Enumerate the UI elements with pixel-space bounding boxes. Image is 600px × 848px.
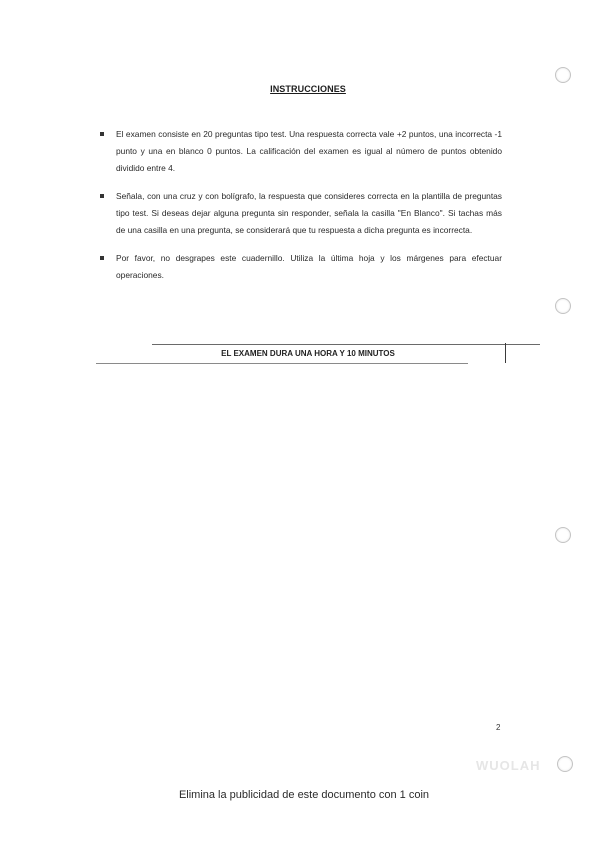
divider xyxy=(96,363,468,364)
exam-duration: EL EXAMEN DURA UNA HORA Y 10 MINUTOS xyxy=(221,349,395,358)
bullet-icon xyxy=(100,132,104,136)
binder-hole-icon xyxy=(555,298,571,314)
divider xyxy=(152,344,540,345)
watermark: WUOLAH xyxy=(476,758,541,773)
list-item xyxy=(98,250,502,284)
instructions-list xyxy=(98,126,502,284)
binder-hole-icon xyxy=(557,756,573,772)
instruction-text: El examen consiste en 20 preguntas tipo test. Una respuesta correcta vale +2 puntos, una incorrecta -1 punto y una en blanco 0 puntos. La calificación del examen es igual al número de puntos obtenido dividido entre 4. xyxy=(116,129,502,173)
binder-hole-icon xyxy=(555,527,571,543)
remove-ads-link[interactable]: Elimina la publicidad de este documento con 1 coin xyxy=(178,789,430,801)
list-item xyxy=(98,188,502,239)
list-item xyxy=(98,126,502,177)
instruction-text: Por favor, no desgrapes este cuadernillo. Utiliza la última hoja y los márgenes para efectuar operaciones. xyxy=(116,253,502,280)
bullet-icon xyxy=(100,256,104,260)
bullet-icon xyxy=(100,194,104,198)
instruction-text: Señala, con una cruz y con bolígrafo, la respuesta que consideres correcta en la plantilla de preguntas tipo test. Si deseas dejar alguna pregunta sin responder, señala la casilla "En Blanco". Si tachas más de una casilla en una pregunta, se considerará que tu respuesta a dicha pregunta es incorrecta. xyxy=(116,191,502,235)
binder-hole-icon xyxy=(555,67,571,83)
page-title: INSTRUCCIONES xyxy=(270,84,346,94)
page-number: 2 xyxy=(496,723,501,732)
duration-box xyxy=(96,341,508,367)
